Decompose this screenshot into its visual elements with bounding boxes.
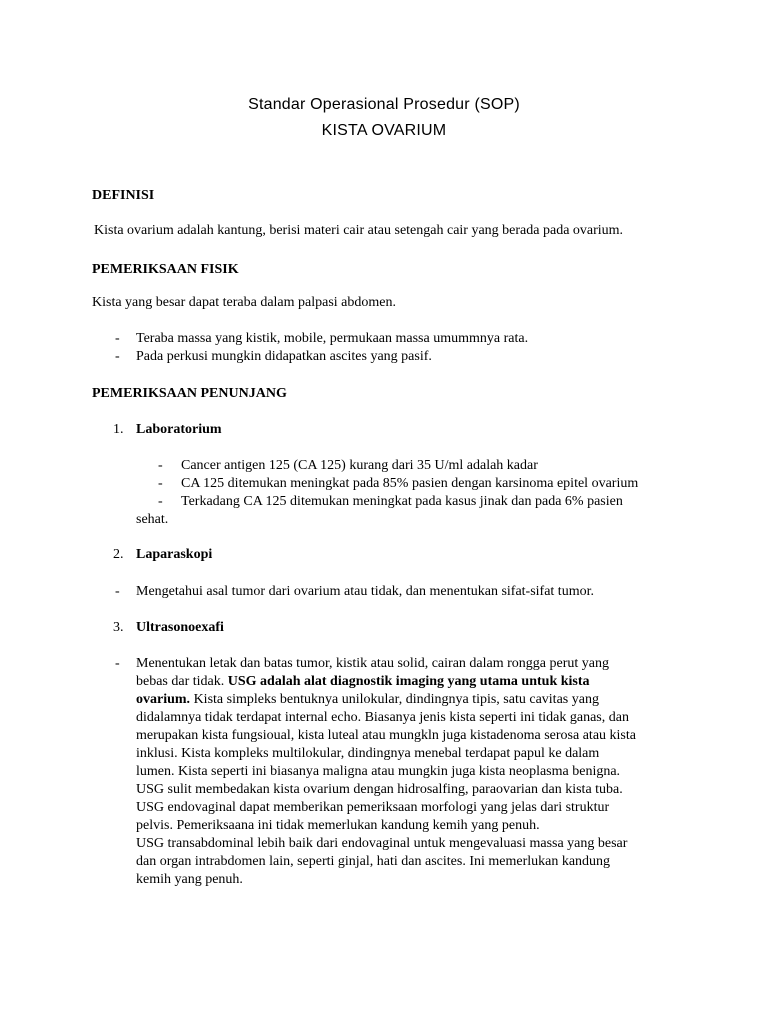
para-line: lumen. Kista seperti ini biasanya maligna atau mungkin juga kista neoplasma benigna. [136, 764, 621, 779]
pemeriksaan-penunjang-heading: PEMERIKSAAN PENUNJANG [92, 386, 287, 401]
document-title: Standar Operasional Prosedur (SOP) [248, 96, 520, 113]
list-number: 3. [113, 620, 124, 635]
laparaskopi-bullet-1: Mengetahui asal tumor dari ovarium atau tidak, dan menentukan sifat-sifat tumor. [136, 584, 594, 599]
para-line: inklusi. Kista kompleks multilokular, dindingnya menebal terdapat papul ke dalam [136, 746, 600, 761]
bullet-dash: - [115, 331, 120, 346]
bullet-dash: - [115, 349, 120, 364]
list-number: 2. [113, 547, 124, 562]
pemeriksaan-fisik-intro: Kista yang besar dapat teraba dalam palpasi abdomen. [92, 295, 396, 310]
fisik-bullet-1: Teraba massa yang kistik, mobile, permukaan massa umummnya rata. [136, 331, 529, 346]
bullet-dash: - [158, 476, 163, 491]
bullet-dash: - [158, 494, 163, 509]
para-text: Kista simpleks bentuknya unilokular, dindingnya tipis, satu cavitas yang [190, 692, 599, 707]
para-text: bebas dar tidak. [136, 674, 228, 689]
bullet-dash: - [115, 584, 120, 599]
ultrasonoexafi-title: Ultrasonoexafi [136, 620, 224, 635]
ultrasonoexafi-paragraph [136, 655, 681, 889]
fisik-bullet-2: Pada perkusi mungkin didapatkan ascites yang pasif. [136, 349, 432, 364]
para-line: dan organ intrabdomen lain, seperti ginjal, hati dan ascites. Ini memerlukan kandung [136, 854, 611, 869]
definisi-text: Kista ovarium adalah kantung, berisi materi cair atau setengah cair yang berada pada ovarium. [94, 223, 624, 238]
para-emphasis: ovarium. [136, 692, 191, 707]
laparaskopi-title: Laparaskopi [136, 547, 213, 562]
para-line [136, 673, 681, 691]
para-emphasis: USG adalah alat diagnostik imaging yang utama untuk kista [227, 674, 590, 689]
para-line: USG sulit membedakan kista ovarium dengan hidrosalfing, paraovarian dan kista tuba. [136, 782, 623, 797]
pemeriksaan-fisik-heading: PEMERIKSAAN FISIK [92, 262, 239, 277]
para-line: USG endovaginal dapat memberikan pemeriksaan morfologi yang jelas dari struktur [136, 800, 610, 815]
bullet-dash: - [115, 656, 120, 671]
lab-bullet-2: CA 125 ditemukan meningkat pada 85% pasien dengan karsinoma epitel ovarium [181, 476, 639, 491]
para-line [136, 691, 681, 709]
para-line: merupakan kista fungsioual, kista luteal atau mungkln juga kistadenoma serosa atau kista [136, 728, 636, 743]
para-line: USG transabdominal lebih baik dari endovaginal untuk mengevaluasi massa yang besar [136, 836, 628, 851]
list-number: 1. [113, 422, 124, 437]
bullet-dash: - [158, 458, 163, 473]
para-line: kemih yang penuh. [136, 872, 243, 887]
para-line: Menentukan letak dan batas tumor, kistik atau solid, cairan dalam rongga perut yang [136, 656, 609, 671]
lab-bullet-3-continuation: sehat. [136, 512, 169, 527]
lab-bullet-1: Cancer antigen 125 (CA 125) kurang dari 35 U/ml adalah kadar [181, 458, 538, 473]
laboratorium-title: Laboratorium [136, 422, 222, 437]
para-line: didalamnya tidak terdapat internal echo. Biasanya jenis kista seperti ini tidak ganas, dan [136, 710, 629, 725]
para-line: pelvis. Pemeriksaana ini tidak memerlukan kandung kemih yang penuh. [136, 818, 540, 833]
lab-bullet-3: Terkadang CA 125 ditemukan meningkat pada kasus jinak dan pada 6% pasien [181, 494, 623, 509]
document-subtitle: KISTA OVARIUM [321, 122, 447, 139]
definisi-heading: DEFINISI [92, 188, 155, 203]
